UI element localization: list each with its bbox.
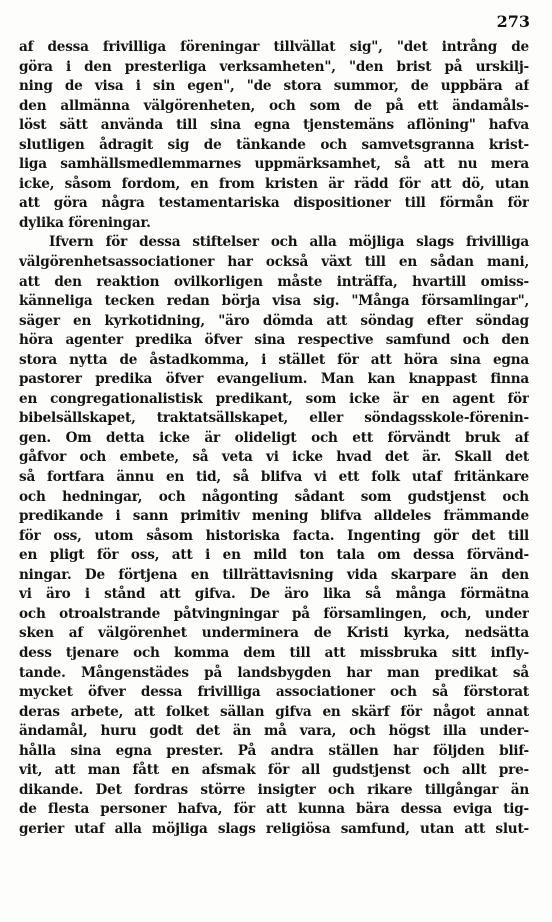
- text-line: liga samhällsmedlemmarnes uppmärksamhet, så att nu mera: [19, 156, 529, 173]
- text-line: och hedningar, och någonting sådant som gudstjenst och: [19, 488, 529, 505]
- text-line: vi äro i stånd att gifva. De äro lika så många förmätna: [19, 586, 529, 603]
- text-line: bibelsällskapet, traktatsällskapet, eller söndagsskole-förenin-: [19, 410, 529, 427]
- text-line: hålla sina egna prester. På andra ställen har följden blif-: [19, 742, 529, 759]
- text-line: ning de visa i sin egen", "de stora summor, de uppbära af: [19, 78, 529, 95]
- text-line: en pligt för oss, att i en mild ton tala om dessa förvänd-: [19, 547, 529, 564]
- text-line: mycket öfver dessa frivilliga associationer och så förstorat: [19, 684, 529, 701]
- text-line: säger en kyrkotidning, "äro dömda att söndag efter söndag: [19, 312, 529, 329]
- text-line: gen. Om detta icke är olideligt och ett förvändt bruk af: [19, 429, 529, 446]
- text-line: sken af välgörenhet underminera de Kristi kyrka, nedsätta: [19, 625, 529, 642]
- text-line: att göra några testamentariska dispositioner till förmån för: [19, 195, 529, 212]
- text-line: predikande i sann primitiv mening blifva alldeles främmande: [19, 508, 529, 525]
- text-line: höra agenter predika öfver sina respective samfund och den: [19, 332, 529, 349]
- text-line: stora nytta de åstadkomma, i stället för att höra sina egna: [19, 351, 529, 368]
- text-line: gåfvor och embete, så veta vi icke hvad det är. Skall det: [19, 449, 529, 466]
- text-line: de flesta personer hafva, för att kunna bära dessa eviga tig-: [19, 801, 529, 818]
- text-line: en congregationalistisk predikant, som icke är en agent för: [19, 390, 529, 407]
- text-line: tande. Mångenstädes på landsbygden har man predikat så: [19, 664, 529, 681]
- text-line: dylika föreningar.: [19, 214, 151, 231]
- text-line: pastorer predika öfver evangelium. Man kan knappast finna: [19, 371, 529, 388]
- page-number: 273: [496, 12, 530, 31]
- text-line: dess tjenare och komma dem till att missbruka sitt infly-: [19, 644, 529, 661]
- body-text: [19, 38, 529, 839]
- text-line: för oss, utom såsom historiska facta. Ingenting gör det till: [19, 527, 529, 544]
- text-line: så fortfara ännu en tid, så blifva vi ett folk utaf fritänkare: [19, 469, 529, 486]
- text-line: ningar. De förtjena en tillrättavisning vida skarpare än den: [19, 566, 529, 583]
- text-line: löst sätt använda till sina egna tjenstemäns aflöning" hafva: [19, 117, 529, 134]
- text-line: göra i den presterliga verksamheten", "den brist på urskilj-: [19, 58, 529, 75]
- text-line: icke, såsom fordom, en from kristen är rädd för att dö, utan: [19, 175, 529, 192]
- text-line: välgörenhetsassociationer har också växt till en sådan mani,: [19, 254, 529, 271]
- text-line: gerier utaf alla möjliga slags religiösa samfund, utan att slut-: [19, 820, 529, 837]
- text-line: vit, att man fått en afsmak för all gudstjenst och allt pre-: [19, 762, 529, 779]
- text-line: ändamål, huru godt det än må vara, och högst illa under-: [19, 723, 529, 740]
- text-line: dikande. Det fordras större insigter och rikare tillgångar än: [19, 781, 529, 798]
- text-line: och otroalstrande påtvingningar på församlingen, och, under: [19, 605, 529, 622]
- text-line: den allmänna välgörenheten, och som de på ett ändamåls-: [19, 97, 529, 114]
- text-line: Ifvern för dessa stiftelser och alla möjliga slags frivilliga: [49, 234, 529, 251]
- text-line: känneliga tecken redan börja visa sig. "Många församlingar",: [19, 293, 529, 310]
- text-line: att den reaktion ovilkorligen måste inträffa, hvartill omiss-: [19, 273, 529, 290]
- text-line: af dessa frivilliga föreningar tillvällat sig", "det intrång de: [19, 39, 529, 55]
- text-line: slutligen ådragit sig de tänkande och samvetsgranna krist-: [19, 136, 529, 153]
- text-line: deras arbete, att folket sällan gifva en skärf för något annat: [19, 703, 529, 720]
